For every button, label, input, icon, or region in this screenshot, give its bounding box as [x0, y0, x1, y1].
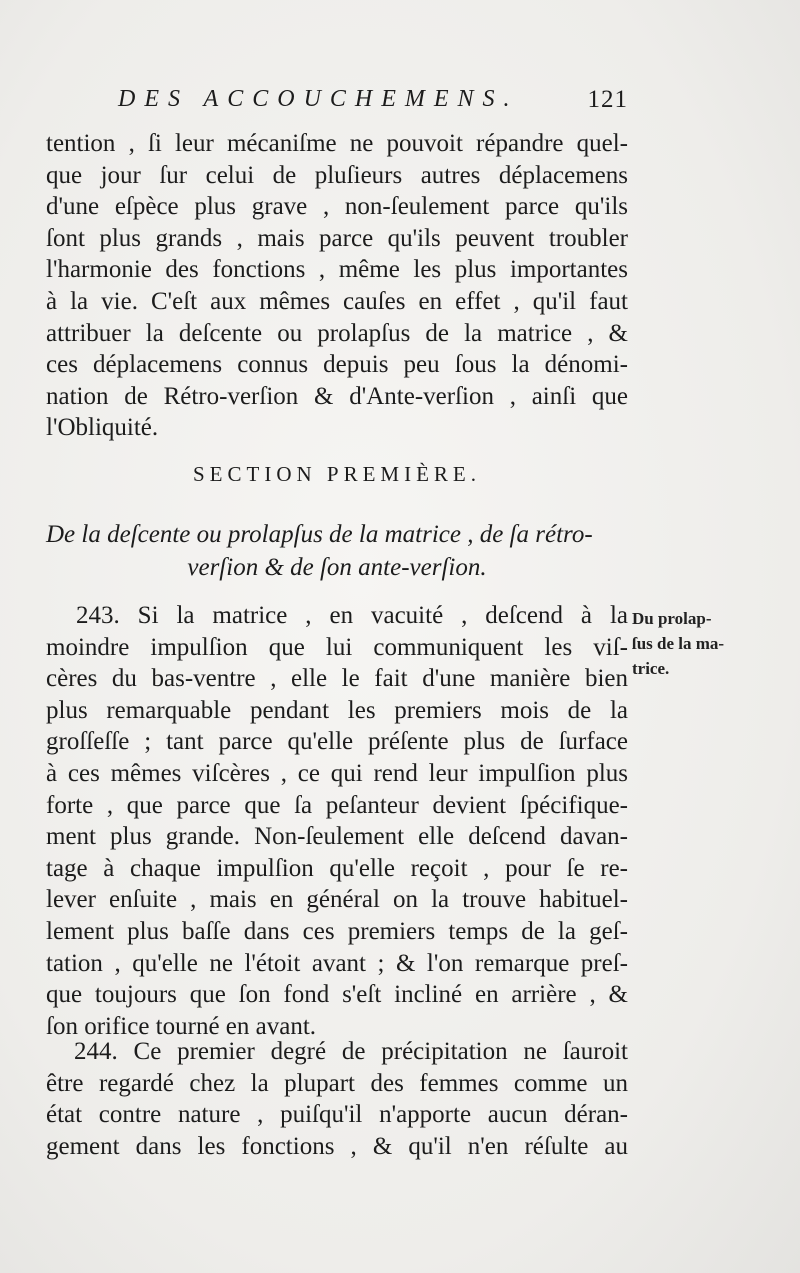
text-line: ces déplacemens connus depuis peu ſous la dénomi- — [46, 351, 628, 379]
text-line: cères du bas-ventre , elle le fait d'une manière bien — [46, 665, 628, 693]
text-line: l'Obliquité. — [46, 414, 159, 442]
marginal-note-line: ſus de la ma- — [632, 634, 725, 653]
page-number: 121 — [587, 86, 628, 113]
text-line: plus remarquable pendant les premiers mois de la — [46, 696, 628, 724]
text-line: l'harmonie des fonctions , même les plus importantes — [46, 256, 628, 284]
text-line: forte , que parce que ſa peſanteur devient ſpécifique- — [46, 791, 628, 819]
text-line: ment plus grande. Non-ſeulement elle deſcend davan- — [46, 823, 628, 851]
running-head — [118, 86, 628, 120]
marginal-note — [632, 606, 750, 681]
paragraph-244 — [46, 1036, 628, 1162]
text-line: nation de Rétro-verſion & d'Ante-verſion , ainſi que — [46, 382, 628, 410]
text-line: état contre nature , puiſqu'il n'apporte aucun déran- — [46, 1101, 628, 1129]
text-line: tention , ſi leur mécaniſme ne pouvoit répandre quel- — [46, 130, 628, 157]
marginal-note-line: trice. — [632, 659, 670, 678]
text-line: tation , qu'elle ne l'étoit avant ; & l'on remarque preſ- — [46, 949, 628, 977]
text-line: lever enſuite , mais en général on la trouve habituel- — [46, 886, 628, 914]
text-line: que toujours que ſon fond s'eſt incliné en arrière , & — [46, 981, 628, 1009]
section-subtitle-line: verſion & de ſon ante-verſion. — [187, 554, 487, 581]
text-line: tage à chaque impulſion qu'elle reçoit , pour ſe re- — [46, 854, 628, 882]
text-line: lement plus baſſe dans ces premiers temps de la geſ- — [46, 917, 628, 945]
text-line: être regardé chez la plupart des femmes comme un — [46, 1069, 628, 1097]
text-line: 243. Si la matrice , en vacuité , deſcend à la — [76, 602, 628, 629]
text-line: d'une eſpèce plus grave , non-ſeulement parce qu'ils — [46, 193, 628, 221]
text-line: moindre impulſion que lui communiquent les viſ- — [46, 633, 628, 661]
text-line: groſſeſſe ; tant parce qu'elle préſente plus de ſurface — [46, 728, 628, 756]
marginal-note-line: Du prolap- — [632, 609, 712, 628]
text-line: 244. Ce premier degré de précipitation ne ſauroit — [74, 1038, 628, 1065]
section-subtitle-line: De la deſcente ou prolapſus de la matrice , de ſa rétro- — [46, 521, 593, 548]
paragraph-continued — [46, 128, 628, 444]
text-line: à ces mêmes viſcères , ce qui rend leur impulſion plus — [46, 759, 628, 787]
text-line: ſon orifice tourné en avant. — [46, 1012, 317, 1040]
text-line: que jour ſur celui de pluſieurs autres déplacemens — [46, 161, 628, 189]
section-subtitle — [46, 518, 628, 584]
paragraph-243 — [46, 600, 628, 1042]
text-line: attribuer la deſcente ou prolapſus de la matrice , & — [46, 319, 628, 347]
text-line: ſont plus grands , mais parce qu'ils peuvent troubler — [46, 224, 628, 252]
section-title: SECTION PREMIÈRE. — [192, 462, 481, 486]
running-head-title: DES ACCOUCHEMENS. — [118, 86, 519, 112]
text-line: gement dans les fonctions , & qu'il n'en réſulte au — [46, 1132, 628, 1160]
text-line: à la vie. C'eſt aux mêmes cauſes en effet , qu'il faut — [46, 287, 628, 315]
